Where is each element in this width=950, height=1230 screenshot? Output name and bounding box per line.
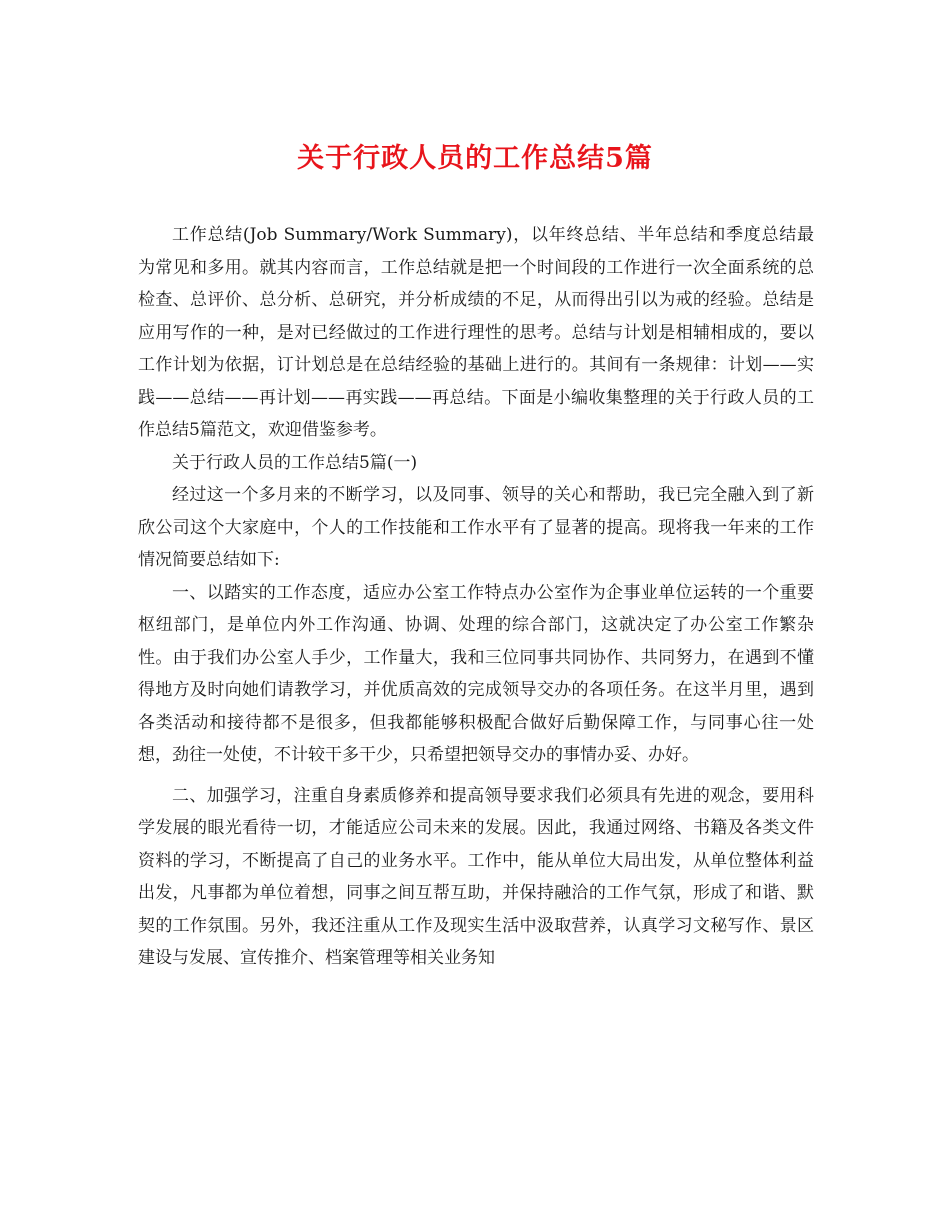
document-body [138,219,814,975]
paragraph-opening: 经过这一个多月来的不断学习，以及同事、领导的关心和帮助，我已完全融入到了新欣公司这个大家庭中，个人的工作技能和工作水平有了显著的提高。现将我一年来的工作情况简要总结如下: [138,485,814,570]
document-title: 关于行政人员的工作总结5篇 [297,143,653,174]
paragraph-section-heading: 关于行政人员的工作总结5篇(一) [172,452,418,473]
paragraph-point-two: 二、加强学习，注重自身素质修养和提高领导要求我们必须具有先进的观念，要用科学发展的眼光看待一切，才能适应公司未来的发展。因此，我通过网络、书籍及各类文件资料的学习，不断提高了自己的业务水平。工作中，能从单位大局出发，从单位整体利益出发，凡事都为单位着想，同事之间互帮互助，并保持融洽的工作气氛，形成了和谐、默契的工作氛围。另外，我还注重从工作及现实生活中汲取营养，认真学习文秘写作、景区建设与发展、宣传推介、档案管理等相关业务知 [138,785,814,968]
paragraph-intro: 工作总结(Job Summary/Work Summary)，以年终总结、半年总结和季度总结最为常见和多用。就其内容而言，工作总结就是把一个时间段的工作进行一次全面系统的总检查、总评价、总分析、总研究，并分析成绩的不足，从而得出引以为戒的经验。总结是应用写作的一种，是对已经做过的工作进行理性的思考。总结与计划是相辅相成的，要以工作计划为依据，订计划总是在总结经验的基础上进行的。其间有一条规律：计划——实践——总结——再计划——再实践——再总结。下面是小编收集整理的关于行政人员的工作总结5篇范文，欢迎借鉴参考。 [138,225,814,440]
paragraph-point-one: 一、以踏实的工作态度，适应办公室工作特点办公室作为企事业单位运转的一个重要枢纽部门，是单位内外工作沟通、协调、处理的综合部门，这就决定了办公室工作繁杂性。由于我们办公室人手少，工作量大，我和三位同事共同协作、共同努力，在遇到不懂得地方及时向她们请教学习，并优质高效的完成领导交办的各项任务。在这半月里，遇到各类活动和接待都不是很多，但我都能够积极配合做好后勤保障工作，与同事心往一处想，劲往一处使，不计较干多干少，只希望把领导交办的事情办妥、办好。 [138,582,814,765]
